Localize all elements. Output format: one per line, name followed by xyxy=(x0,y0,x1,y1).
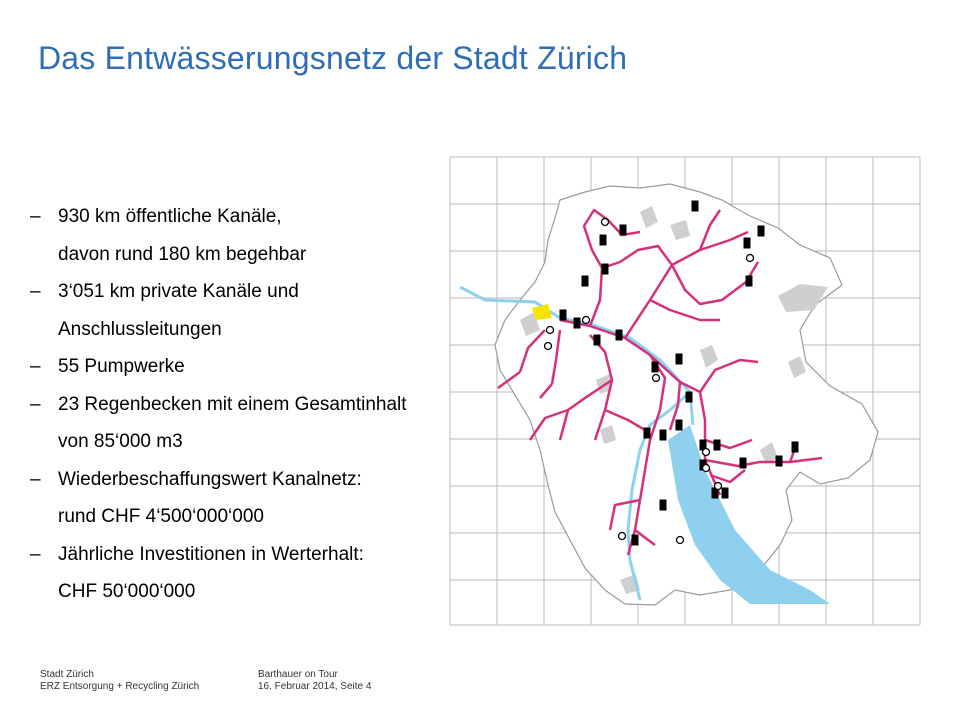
footer-event xyxy=(258,669,371,693)
facts-list xyxy=(30,198,510,611)
list-item xyxy=(30,273,510,348)
list-item-text: Wiederbeschaffungswert Kanalnetz: xyxy=(58,468,362,490)
list-item-text: Anschlussleitungen xyxy=(58,318,222,340)
list-item-text: 55 Pumpwerke xyxy=(58,356,185,377)
list-item-text: 23 Regenbecken mit einem Gesamtinhalt xyxy=(58,393,407,415)
list-item-text: CHF 50‘000‘000 xyxy=(58,581,196,602)
bullet-dash: – xyxy=(30,356,41,377)
list-item-text: 3‘051 km private Kanäle und xyxy=(58,281,299,302)
list-item xyxy=(30,386,510,461)
footer-event-name: Barthauer on Tour xyxy=(258,669,338,680)
footer-date-page: 16. Februar 2014, Seite 4 xyxy=(258,681,372,692)
list-item xyxy=(30,348,510,386)
footer-organization xyxy=(40,669,199,693)
page-title: Das Entwässerungsnetz der Stadt Zürich xyxy=(38,40,628,76)
bullet-dash: – xyxy=(30,543,41,565)
list-item-text: davon rund 180 km begehbar xyxy=(58,243,307,265)
sewer-network-map xyxy=(440,150,960,630)
footer-city: Stadt Zürich xyxy=(40,669,94,680)
bullet-dash: – xyxy=(30,393,41,415)
list-item-text: 930 km öffentliche Kanäle, xyxy=(58,206,282,227)
list-item xyxy=(30,198,510,273)
list-item xyxy=(30,536,510,611)
bullet-dash: – xyxy=(30,206,41,227)
list-item xyxy=(30,461,510,536)
list-item-text: Jährliche Investitionen in Werterhalt: xyxy=(58,543,364,565)
footer-department: ERZ Entsorgung + Recycling Zürich xyxy=(40,681,200,692)
bullet-dash: – xyxy=(30,468,41,490)
list-item-text: von 85‘000 m3 xyxy=(58,431,183,452)
bullet-dash: – xyxy=(30,281,41,302)
list-item-text: rund CHF 4‘500‘000‘000 xyxy=(58,506,264,527)
